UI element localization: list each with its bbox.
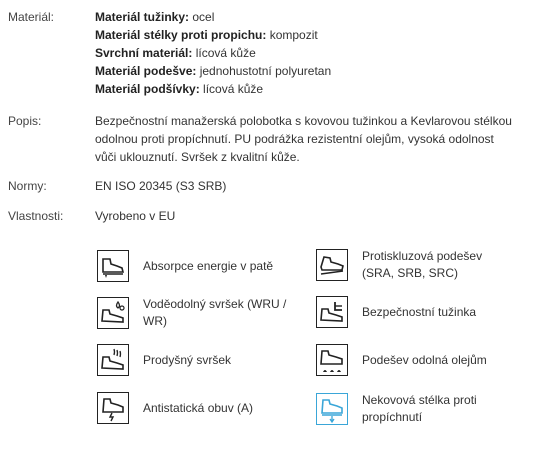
- properties-value: Vyrobeno v EU: [95, 209, 176, 223]
- properties-label: Vlastnosti:: [8, 209, 64, 223]
- material-key: Materiál podešve:: [95, 64, 197, 78]
- shoe-antistatic-icon: [97, 392, 129, 424]
- shoe-safety-toecap-icon: [316, 296, 348, 328]
- description-line: Bezpečnostní manažerská polobotka s kovovou tužinkou a Kevlarovou stélkou: [95, 114, 512, 128]
- description-label: Popis:: [8, 114, 42, 128]
- material-value: lícová kůže: [192, 46, 256, 60]
- shoe-water-resistant-icon: [97, 297, 129, 329]
- feature-energy-absorption: [97, 250, 273, 282]
- feature-label: [362, 248, 482, 282]
- feature-oil-resistant: [316, 344, 487, 376]
- material-key: Svrchní materiál:: [95, 46, 193, 60]
- feature-label-line: Nekovová stélka proti: [362, 393, 477, 407]
- feature-label: [362, 304, 476, 321]
- feature-nonmetal-insole: [316, 392, 477, 426]
- material-value: kompozit: [266, 28, 318, 42]
- shoe-heel-energy-absorption-icon: [97, 250, 129, 282]
- description-line: vůči uklouznutí. Svršek z kvalitní kůže.: [95, 150, 300, 164]
- shoe-breathable-icon: [97, 344, 129, 376]
- norms-value: EN ISO 20345 (S3 SRB): [95, 179, 227, 193]
- material-key: Materiál stélky proti propichu:: [95, 28, 267, 42]
- material-value: jednohustotní polyuretan: [196, 64, 332, 78]
- material-item: [95, 8, 525, 26]
- feature-label-line: Antistatická obuv (A): [143, 400, 254, 415]
- material-label: Materiál:: [8, 10, 55, 24]
- material-list: [95, 8, 525, 98]
- feature-label: [143, 258, 273, 275]
- feature-label-line: propíchnutí: [362, 410, 423, 424]
- material-item: [95, 26, 525, 44]
- feature-label: [362, 392, 477, 426]
- feature-label-line: Absorpce energie v patě: [143, 258, 274, 273]
- feature-label: [362, 352, 487, 369]
- feature-antistatic: [97, 392, 253, 424]
- material-value: ocel: [189, 10, 215, 24]
- feature-label-line: Prodyšný svršek: [143, 352, 232, 367]
- feature-antislip: [316, 248, 482, 282]
- feature-safety-toecap: [316, 296, 476, 328]
- shoe-oil-resistant-sole-icon: [316, 344, 348, 376]
- feature-label-line: (SRA, SRB, SRC): [362, 266, 459, 280]
- feature-breathable: [97, 344, 231, 376]
- norms-label: Normy:: [8, 179, 47, 193]
- feature-label-line: Voděodolný svršek (WRU /: [143, 297, 287, 311]
- material-item: [95, 62, 525, 80]
- feature-label-line: Bezpečnostní tužinka: [362, 304, 477, 319]
- shoe-antislip-sole-icon: [316, 249, 348, 281]
- material-item: [95, 44, 525, 62]
- feature-label-line: WR): [143, 314, 167, 328]
- feature-label: [143, 400, 253, 417]
- feature-label: [143, 352, 231, 369]
- description-line: odolnou proti propíchnutí. PU podrážka rezistentní olejům, vysoká odolnost: [95, 132, 494, 146]
- feature-water-resistant: [97, 296, 286, 330]
- shoe-nonmetal-insole-icon: [316, 393, 348, 425]
- feature-label-line: Protiskluzová podešev: [362, 249, 483, 263]
- feature-label-line: Podešev odolná olejům: [362, 352, 487, 367]
- material-key: Materiál podšívky:: [95, 82, 200, 96]
- feature-label: [143, 296, 286, 330]
- material-key: Materiál tužinky:: [95, 10, 190, 24]
- description-text: [95, 112, 525, 166]
- material-value: lícová kůže: [199, 82, 264, 96]
- material-item: [95, 80, 525, 98]
